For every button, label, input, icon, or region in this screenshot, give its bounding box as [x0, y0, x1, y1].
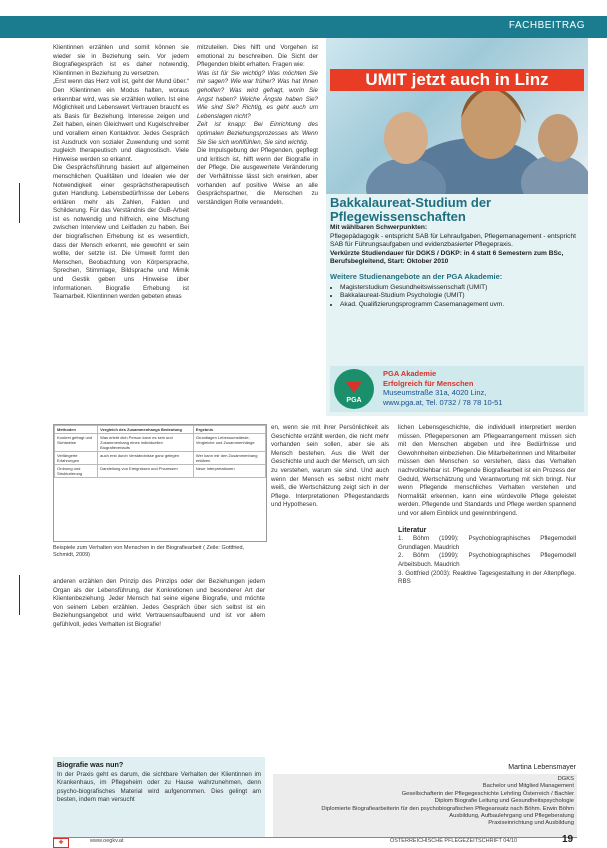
table-caption: Beispiele zum Verhalten von Menschen in der Biografiearbeit ( Zeile: Gottfried, Schmidt, 2009): [53, 545, 245, 558]
pga-logo-text: PGA: [346, 397, 362, 404]
column-1-lower-text: [53, 578, 265, 630]
weitere-label: Weitere Studienangebote an der PGA Akademie:: [330, 271, 503, 281]
ad-headline: UMIT jetzt auch in Linz: [330, 69, 584, 91]
literature-item: 3. Gottfried (2003): Reaktive Tagesgestaltung in der Altenpflege. RBS: [398, 569, 576, 586]
table-cell: Neue Interpretationen: [193, 465, 265, 478]
pga-address: Museumstraße 31a, 4020 Linz,: [383, 388, 487, 397]
pga-contact-text: [383, 369, 503, 407]
sidebar-title: Biografie was nun?: [57, 760, 124, 769]
bio-line: DGKS: [557, 776, 574, 782]
table-cell: auch erst durch Verständnisse ganz gelegen: [98, 452, 194, 465]
table-cell: Was erlebt dich Person kann es sein und Zusammenhang eines individuellen Biografieverlaufs: [98, 434, 194, 452]
pga-slogan: Erfolgreich für Menschen: [383, 378, 474, 388]
table-row: [55, 452, 266, 465]
schwerpunkte-label: Mit wählbaren Schwerpunkten:: [330, 224, 428, 231]
footer-journal: ÖSTERREICHISCHE PFLEGEZEITSCHRIFT 04/10: [390, 838, 518, 844]
paragraph: Was ist für Sie wichtig? Was möchten Sie mir sagen? Wie war früher? Was hat Ihnen geholfen? Was wird gefragt, worin Sie Angst haben? Welche Ängste haben Sie? Wie sind Sie? Richtig, es geht auch um Lebenslagen nicht?: [197, 69, 318, 120]
table-header: Vergleich des Zusammenhangs Bedeutung: [98, 426, 194, 434]
study-duration: Verkürzte Studiendauer für DGKS / DGKP: in 4 statt 6 Semestern zum BSc, Berufsbegleitend, Start: Oktober 2010: [330, 249, 564, 266]
column-1-text: [53, 44, 189, 302]
paragraph: anderen erzählen den Prinzip des Prinzips oder der Beziehungen jedem Organ als der Lebensführung, der Konkretionen und besonderer Art der Klientenbeziehung. Jeder Mensch hat seine eigene Biografie, und möchte von seinem Leben erzählen. Jedes Gespräch über sich selbst ist ein Beziehungsangebot und wirkt Vertrauensaufbauend und ist vor allem gefühlvoll, jedes Verhalten ist Biografie!: [53, 578, 265, 628]
sidebar-text: In der Praxis geht es darum, die sichtbare Verhalten der Klientinnen im Krankenhaus, im Pflegeheim oder zu Hause wahrzunehmen, denn psycho-biografisches Material wird aufgenommen. Dies gelingt am besten, indem man versucht: [57, 771, 261, 803]
list-item: • Magisterstudium Gesundheitswissenschaft (UMIT): [340, 284, 584, 293]
list-item: • Akad. Qualifizierungsprogramm Casemanagement uvm.: [340, 301, 584, 310]
margin-marker: [19, 575, 20, 615]
table-row: [55, 434, 266, 452]
oegkv-logo-icon: ✚: [53, 838, 69, 848]
pga-phone[interactable]: www.pga.at, Tel. 0732 / 78 78 10-51: [383, 397, 503, 407]
bio-line: Bachelor und Mitglied Management: [482, 783, 574, 790]
paragraph: lichen Lebensgeschichte, die individuell interpretiert werden müssen. Pflegepersonen am Pflegearrangement müssen sich mit den Menschen abgeben und ihre Bedürfnisse und Gewohnheiten einbeziehen. Die Mitarbeiterinnen und Mitarbeiter müssen den Menschen so verstehen, dass das Verhalten nachvollziehbar ist. Pflegende Biografiearbeit ist ein Prozess der Geduld, Wertschätzung und Verantwortung mit sich bringt. Nur wenn Pflegende menschliches Verhalten verstehen und Normalität erkennen, kann eine würdevolle Pflege geleistet werden. Pflegende und Standards und Pflege werden spannend und vor allem Einblick und gewinnbringend.: [398, 424, 576, 517]
paragraph: Die Gesprächsführung basiert auf allgemeinen menschlichen Qualitäten und Idealen wie der Notwendigkeit einer gesprächstherapeutisch guten Handlung. Lebensbedürfnisse der Lebens erklären mehr als Zahlen, Fakten und Schilderung. Für das Verständnis der GuB-Arbeit ist es notwendig und hilfreich, eine Mischung zwischen Interview und Leitfaden zu haben. Bei der biografischen Erhebung ist es wesentlich, dass der Mensch erkennt, wie gewohnt er sein wollte, der setzte ist. Die Umwelt formt den Menschen, Beobachtung von Körpersprache, Sprechen, Stimmlage, Bildsprache und Mimik und Gestik geben uns Hinweise über Informationen. Biografie Erhebung ist Teamarbeit. Klientinnen werden gebeten etwas: [53, 164, 189, 301]
photo-illustration: [326, 38, 588, 194]
weitere-list: [330, 284, 584, 310]
author-name: Martina Lebensmayer: [508, 764, 576, 771]
table-cell: Verlängerte Erfahrungen: [55, 452, 98, 465]
paragraph: mitzuteilen. Dies hilft und Vorgehen ist emotional zu beschreiben. Die Sicht der Pflegenden bleibt erhalten. Fragen wie:: [197, 44, 318, 69]
column-3-text: [398, 424, 576, 587]
paragraph: „Erst wenn das Herz voll ist, geht der Mund über.“ Den Klientinnen ein Modus halten, woraus erkennbar wird, was sie erzählen wollen. Ist eine Möglichkeit und Lebenswert Vertrauen braucht es als Basis für Beziehung. Interesse zeigen und Zeit haben, einen Gleichwert und Kugelschreiber und vorallem einen Kontaktvor. Jedes Gespräch ist Ausdruck von sozialer Zuwendung und somit zugleich therapeutisch und diagnostisch. Viele Hinweise werden so erkannt.: [53, 78, 189, 163]
pga-logo: [334, 369, 374, 409]
bio-line: Ausbildung, Aufbaulehrgang und Pflegeberatung: [449, 813, 574, 820]
table-cell: Ordnung und Strukturierung: [55, 465, 98, 478]
footer-url[interactable]: www.oegkv.at: [90, 838, 124, 844]
author-bio: [276, 776, 574, 828]
bio-line: Diplomierte Biografiearbeiterin für den psychobiografischen Pflegeansatz nach Böhm. Erwin Böhm: [321, 805, 574, 812]
list-item: • Bakkalaureat-Studium Psychologie (UMIT): [340, 292, 584, 301]
literature-item: 2. Böhm (1999): Psychobiographisches Pflegemodell Arbeitsbuch. Maudrich: [398, 552, 576, 568]
paragraph: Die Impulsgebung der Pflegenden, gepflegt und kritisch ist, hilft wenn der Biografie in der Pflege. Die ausgewertete Veränderung der Verhältnisse lässt sich erwirken, aber vorhanden auf positive Weise an alle Gesprächspartner, die Menschen zu verständigen Rolle verwandeln.: [197, 147, 318, 206]
ad-title: Bakkalaureat-Studium der Pflegewissenschaften: [330, 195, 492, 224]
ad-body: [330, 224, 584, 309]
section-label: FACHBEITRAG: [508, 20, 585, 31]
table-cell: Darstellung von Ereignissen und Prozessen: [98, 465, 194, 478]
table-row: [55, 465, 266, 478]
pga-logo-icon: [334, 369, 374, 409]
paragraph: Klientinnen erzählen und somit können sie wieder sie in Beziehung sein. Vor jedem Biografiegespräch ist es daher notwendig, Klientinnen in Beziehung zu versetzen.: [53, 44, 189, 77]
paragraph: en, wenn sie mit ihrer Persönlichkeit als Geschichte erzählt werden, die nicht mehr vorhanden sein sollen, aber sie als Mensch bestehen. Aus die Welt der Geschichte und auch der Mensch, um sich zu verstehen, warum sie sind. Und auch wenn der Mensch es selbst nicht mehr weiß, die Wertschätzung zeigt sich in der Pflege. Interpretationen Pflegestandards und Hypothesen.: [271, 424, 389, 509]
column-2-text: [197, 44, 318, 207]
bio-line: Gesellschafterin der Pflegegeschichte Lehrling Österreich / Bachler: [401, 790, 574, 797]
table-header: Ergebnis: [193, 426, 265, 434]
method-table: [53, 424, 267, 542]
advertisement[interactable]: [326, 38, 588, 416]
table-cell: Wer kann mir den Zusammenhang erklären: [193, 452, 265, 465]
margin-marker: [19, 183, 20, 223]
paragraph: Zeit ist knapp: Bei Einrichtung des optimalen Beziehungsprozesses als Wenn Sie Sie sich wohlfühlen, Sie sind wichtig.: [197, 121, 318, 146]
literature-item: 1. Böhm (1999): Psychobiographisches Pflegemodell Grundlagen. Maudrich: [398, 535, 576, 551]
page-number: 19: [562, 834, 574, 845]
table-cell: Grundlagen Lebensumstände, Vergleiche und Zusammenhänge: [193, 434, 265, 452]
students-photo: [326, 38, 588, 194]
column-2-lower-text: [271, 424, 389, 510]
pga-name: PGA Akademie: [383, 369, 437, 378]
schwerpunkte-text: Pflegepädagogik - entspricht SAB für Lehraufgaben, Pflegemanagement - entspricht SAB für Führungsaufgaben und evidenzbasierter Pflegepraxis.: [330, 232, 576, 249]
table-header: Methoden: [55, 426, 98, 434]
literature-heading: Literatur: [398, 526, 427, 534]
table-cell: Konkret gefragt und Sichtweise: [55, 434, 98, 452]
bio-line: Diplom Biografie Leitung und Gesundheitspsychologie: [434, 798, 574, 805]
bio-line: Praxiseinrichtung und Ausbildung: [488, 820, 574, 827]
